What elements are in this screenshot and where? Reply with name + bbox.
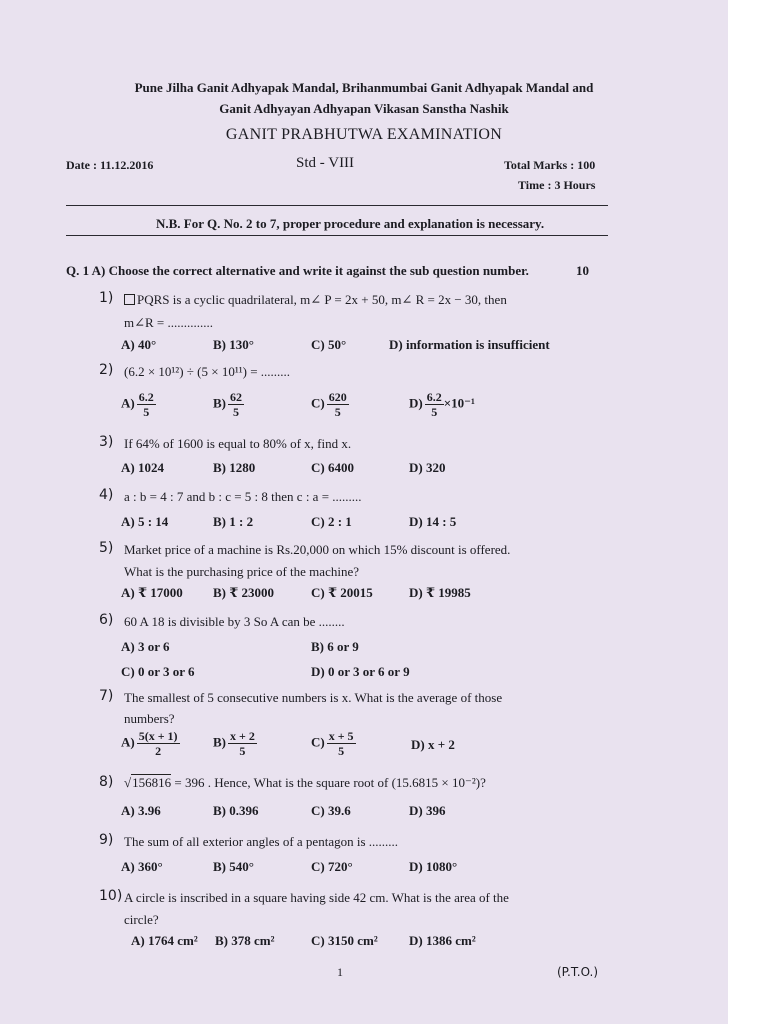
q7-option-a: A) $\frac{5(x + 1)}{2}$ <box>121 729 178 758</box>
q9-option-c: C) 720° <box>311 859 353 874</box>
header-rule-bottom <box>66 235 608 236</box>
q6-option-b: B) 6 or 9 <box>311 639 359 654</box>
q6-option-a: A) 3 or 6 <box>121 639 170 654</box>
question-3-text: If 64% of 1600 is equal to 80% of x, find x. <box>124 436 352 451</box>
question-7-text-cont: numbers? <box>124 711 175 726</box>
question-7-number: 7) <box>99 688 114 704</box>
q8-option-d: D) 396 <box>409 803 446 818</box>
question-10-number: 10) <box>99 888 123 904</box>
question-7-text: The smallest of 5 consecutive numbers is x. What is the average of those <box>124 690 503 705</box>
question-10-text-cont: circle? <box>124 912 159 927</box>
q3-option-d: D) 320 <box>409 460 446 475</box>
question-2-text: (6.2 × 10¹²) ÷ (5 × 10¹¹) = ......... <box>124 364 291 379</box>
question-8-text: √156816 = 396 . Hence, What is the square root of (15.6815 × 10⁻²)? <box>124 775 486 790</box>
q7-option-d: D) x + 2 <box>411 737 455 752</box>
q3-option-c: C) 6400 <box>311 460 354 475</box>
q3-option-a: A) 1024 <box>121 460 164 475</box>
q4-option-c: C) 2 : 1 <box>311 514 352 529</box>
q9-option-d: D) 1080° <box>409 859 458 874</box>
q5-option-b: B) ₹ 23000 <box>213 585 275 600</box>
question-4-number: 4) <box>99 487 114 503</box>
q7-option-c: C) $\frac{x + 5}{5}$ <box>311 729 354 758</box>
page-turn-note: (P.T.O.) <box>557 965 599 979</box>
question-6-text: 60 A 18 is divisible by 3 So A can be ........ <box>124 614 345 629</box>
q4-option-a: A) 5 : 14 <box>121 514 169 529</box>
q2-option-a: A) $\frac{6.2}{5}$ <box>121 390 154 419</box>
question-8-number: 8) <box>99 774 114 790</box>
q1-option-d: D) information is insufficient <box>389 337 550 352</box>
page-number: 1 <box>337 965 343 979</box>
q3-option-b: B) 1280 <box>213 460 256 475</box>
question-9-text: The sum of all exterior angles of a pentagon is ......... <box>124 834 399 849</box>
section-heading: Q. 1 A) Choose the correct alternative and write it against the sub question number. <box>66 263 529 278</box>
q10-option-d: D) 1386 cm² <box>409 933 476 948</box>
standard-label: Std - VIII <box>296 155 355 171</box>
question-9-number: 9) <box>99 832 114 848</box>
question-1-text: PQRS is a cyclic quadrilateral, m∠ P = 2x + 50, m∠ R = 2x − 30, then <box>124 292 507 308</box>
instruction-note: N.B. For Q. No. 2 to 7, proper procedure and explanation is necessary. <box>156 216 545 231</box>
org-line-1: Pune Jilha Ganit Adhyapak Mandal, Brihanmumbai Ganit Adhyapak Mandal and <box>134 80 594 95</box>
exam-date: Date : 11.12.2016 <box>66 158 154 172</box>
question-6-number: 6) <box>99 612 114 628</box>
total-marks: Total Marks : 100 <box>504 158 596 172</box>
question-5-number: 5) <box>99 540 114 556</box>
exam-time: Time : 3 Hours <box>518 178 596 192</box>
q4-option-b: B) 1 : 2 <box>213 514 254 529</box>
question-5-text-cont: What is the purchasing price of the machine? <box>124 564 359 579</box>
q6-option-d: D) 0 or 3 or 6 or 9 <box>311 664 410 679</box>
q7-option-b: B) $\frac{x + 2}{5}$ <box>213 729 255 758</box>
q1-option-c: C) 50° <box>311 337 347 352</box>
q4-option-d: D) 14 : 5 <box>409 514 457 529</box>
q8-option-b: B) 0.396 <box>213 803 259 818</box>
q5-option-d: D) ₹ 19985 <box>409 585 471 600</box>
question-5-text: Market price of a machine is Rs.20,000 on which 15% discount is offered. <box>124 542 511 557</box>
q2-option-d: D) $\frac{6.2}{5}$ ×10⁻¹ <box>409 390 475 419</box>
question-1-text-cont: m∠R = .............. <box>124 315 214 330</box>
q10-option-b: B) 378 cm² <box>215 933 275 948</box>
q5-option-a: A) ₹ 17000 <box>121 585 183 600</box>
q9-option-b: B) 540° <box>213 859 254 874</box>
question-1-number: 1) <box>99 290 114 306</box>
question-3-number: 3) <box>99 434 114 450</box>
square-root-icon: √ <box>124 775 132 790</box>
question-4-text: a : b = 4 : 7 and b : c = 5 : 8 then c : a = ......... <box>124 489 362 504</box>
question-10-text: A circle is inscribed in a square having side 42 cm. What is the area of the <box>124 890 509 905</box>
q8-option-a: A) 3.96 <box>121 803 161 818</box>
q5-option-c: C) ₹ 20015 <box>311 585 373 600</box>
q9-option-a: A) 360° <box>121 859 163 874</box>
q1-option-a: A) 40° <box>121 337 157 352</box>
q6-option-c: C) 0 or 3 or 6 <box>121 664 195 679</box>
square-box-icon <box>124 294 135 305</box>
exam-title: GANIT PRABHUTWA EXAMINATION <box>225 126 503 143</box>
q10-option-c: C) 3150 cm² <box>311 933 378 948</box>
q1-option-b: B) 130° <box>213 337 254 352</box>
q10-option-a: A) 1764 cm² <box>131 933 198 948</box>
org-line-2: Ganit Adhyayan Adhyapan Vikasan Sanstha Nashik <box>219 101 509 116</box>
q2-option-c: C) $\frac{620}{5}$ <box>311 390 347 419</box>
section-marks: 10 <box>576 263 589 278</box>
header-rule-top <box>66 205 608 206</box>
question-2-number: 2) <box>99 362 114 378</box>
q8-option-c: C) 39.6 <box>311 803 351 818</box>
q2-option-b: B) $\frac{62}{5}$ <box>213 390 242 419</box>
